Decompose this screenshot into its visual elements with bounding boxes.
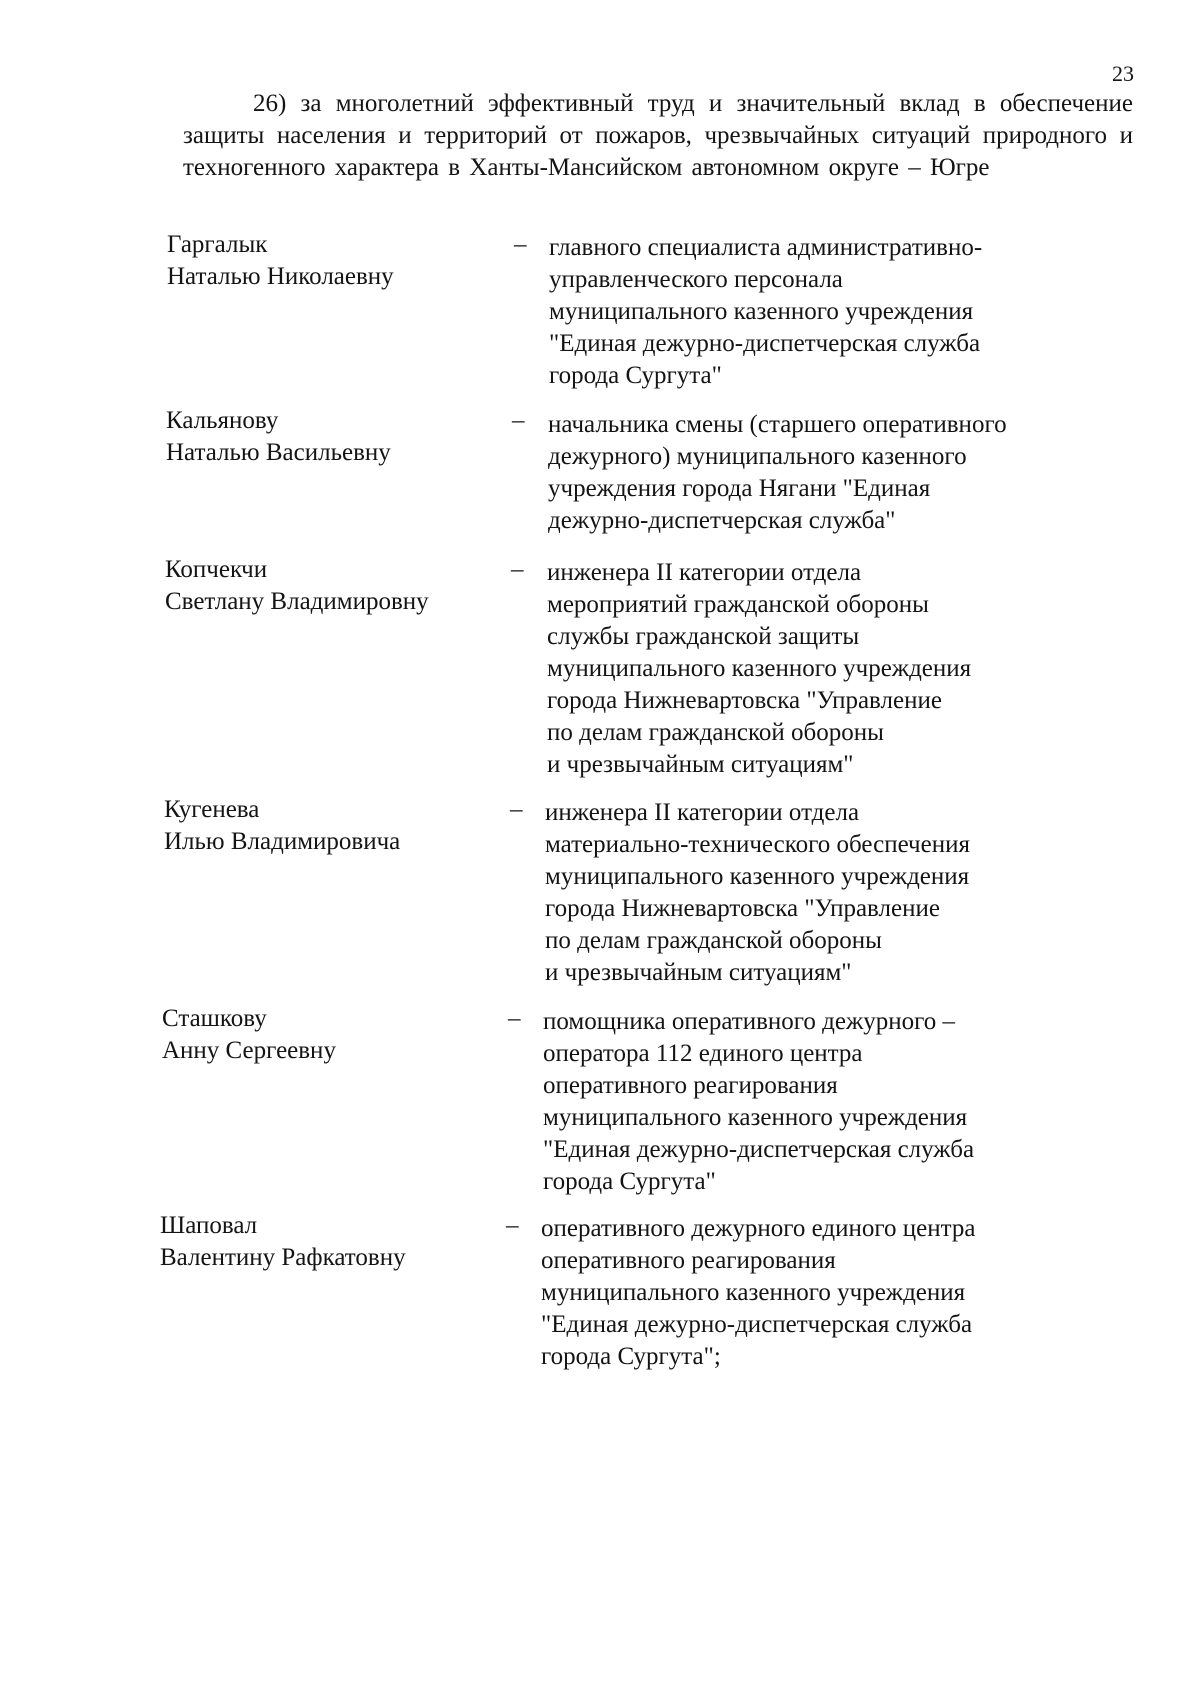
position-line: "Единая дежурно-диспетчерская служба [541,1311,973,1338]
awardee-name [162,1003,542,1067]
awardee-name [164,794,544,858]
position-line: главного специалиста административно- [549,234,983,261]
section-intro-paragraph: 26) за многолетний эффективный труд и значительный вклад в обеспечение защиты населения и территорий от пожаров, чрезвычайных ситуаций природного и техногенного характера в Ханты-Мансийском автономном округе – Югре [183,90,1133,181]
awardee-position [541,1213,1081,1373]
position-line: мероприятий гражданской обороны [547,591,929,618]
awardee-surname: Шаповал [160,1212,258,1239]
separator-dash: – [506,1212,519,1239]
awardee-position [545,797,1085,989]
awardee-position [549,232,1089,392]
awardee-given-names: Наталью Васильевну [166,439,391,466]
awardee-surname: Копчекчи [165,556,268,583]
position-line: помощника оперативного дежурного – [543,1008,955,1035]
position-line: и чрезвычайным ситуациям" [547,751,854,778]
separator-dash: – [512,407,525,434]
position-line: управленческого персонала [549,266,843,293]
awardee-name [165,554,545,618]
awardee-given-names: Валентину Рафкатовну [160,1244,406,1271]
awardee-name [166,405,546,469]
position-line: "Единая дежурно-диспетчерская служба [549,330,981,357]
position-line: города Сургута" [543,1168,716,1195]
position-line: инженера II категории отдела [547,559,862,586]
position-line: начальника смены (старшего оперативного [548,411,1007,438]
position-line: учреждения города Нягани "Единая [548,475,931,502]
awardee-given-names: Наталью Николаевну [167,263,394,290]
awardee-name [160,1210,540,1274]
position-line: службы гражданской защиты [547,623,860,650]
awardee-surname: Сташкову [162,1005,267,1032]
position-line: дежурно-диспетчерская служба" [548,507,896,534]
position-line: города Сургута"; [541,1343,721,1370]
position-line: дежурного) муниципального казенного [548,443,967,470]
position-line: города Нижневартовска "Управление [547,687,942,714]
position-line: города Нижневартовска "Управление [545,895,940,922]
separator-dash: – [510,796,523,823]
position-line: муниципального казенного учреждения [545,863,970,890]
position-line: муниципального казенного учреждения [543,1104,968,1131]
awardee-surname: Кальянову [166,407,279,434]
awardee-surname: Кугенева [164,796,260,823]
separator-dash: – [508,1005,521,1032]
position-line: города Сургута" [549,362,722,389]
awardee-surname: Гаргалык [167,231,268,258]
position-line: материально-технического обеспечения [545,831,970,858]
position-line: и чрезвычайным ситуациям" [545,959,852,986]
separator-dash: – [511,556,524,583]
position-line: муниципального казенного учреждения [541,1279,966,1306]
position-line: инженера II категории отдела [545,799,860,826]
page-number: 23 [1112,61,1134,86]
awardee-given-names: Илью Владимировича [164,828,401,855]
awardee-position [547,557,1087,781]
position-line: оператора 112 единого центра [543,1040,863,1067]
awardee-name [167,229,547,293]
position-line: по делам гражданской обороны [547,719,884,746]
position-line: муниципального казенного учреждения [547,655,972,682]
position-line: оперативного дежурного единого центра [541,1215,976,1242]
position-line: оперативного реагирования [541,1247,836,1274]
position-line: муниципального казенного учреждения [549,298,974,325]
separator-dash: – [514,231,527,258]
awardee-given-names: Анну Сергеевну [162,1037,336,1064]
position-line: "Единая дежурно-диспетчерская служба [543,1136,975,1163]
awardee-given-names: Светлану Владимировну [165,588,429,615]
awardee-position [548,409,1088,537]
awardee-position [543,1006,1083,1198]
position-line: по делам гражданской обороны [545,927,882,954]
position-line: оперативного реагирования [543,1072,838,1099]
